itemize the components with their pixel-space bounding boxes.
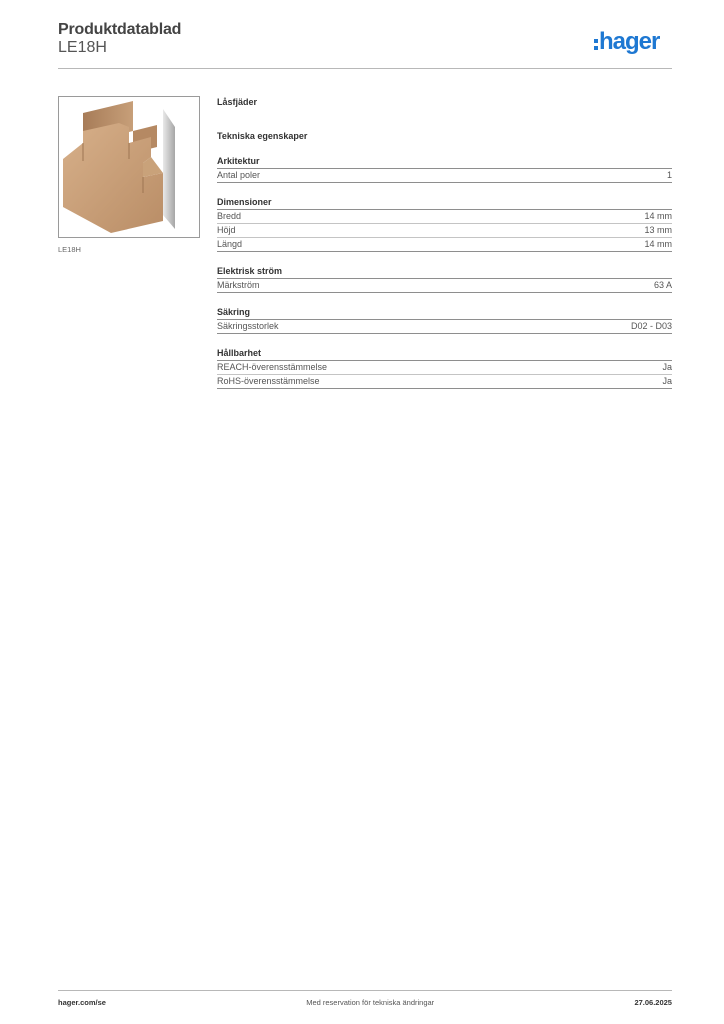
spec-value: 14 mm [644, 239, 672, 249]
spec-label: Säkringsstorlek [217, 321, 279, 331]
group-title: Arkitektur [217, 155, 672, 169]
spec-group-fuse [217, 306, 672, 334]
header-divider [58, 68, 672, 69]
group-title: Säkring [217, 306, 672, 320]
spec-label: Märkström [217, 280, 260, 290]
spec-label: Längd [217, 239, 243, 249]
spec-row [217, 375, 672, 389]
spec-group-sustainability [217, 347, 672, 389]
spec-group-electrical [217, 265, 672, 293]
footer-website-link[interactable]: hager.com/se [58, 998, 106, 1007]
logo-dots-icon [594, 39, 598, 50]
logo-text: hager [599, 28, 660, 55]
specification-section [217, 96, 672, 389]
group-title: Hållbarhet [217, 347, 672, 361]
spec-label: REACH-överensstämmelse [217, 362, 328, 372]
spec-row [217, 224, 672, 238]
spec-label: Antal poler [217, 170, 261, 180]
spec-group-dimensions [217, 196, 672, 252]
footer-date: 27.06.2025 [634, 998, 672, 1007]
spec-value: 63 A [653, 280, 672, 290]
spec-row [217, 279, 672, 293]
spec-label: Höjd [217, 225, 236, 235]
lock-spring-illustration [59, 97, 199, 237]
product-code: LE18H [58, 39, 107, 56]
page-title: Produktdatablad [58, 21, 182, 38]
section-title: Tekniska egenskaper [217, 131, 308, 141]
group-title: Dimensioner [217, 196, 672, 210]
spec-value: Ja [662, 362, 672, 372]
spec-value: 1 [666, 170, 672, 180]
group-title: Elektrisk ström [217, 265, 672, 279]
image-caption: LE18H [58, 245, 81, 254]
product-image [58, 96, 200, 238]
spec-row [217, 320, 672, 334]
spec-value: 14 mm [644, 211, 672, 221]
spec-row [217, 210, 672, 224]
footer-notice: Med reservation för tekniska ändringar [306, 998, 435, 1007]
spec-group-architecture [217, 155, 672, 183]
spec-value: 13 mm [644, 225, 672, 235]
product-type: Låsfjäder [217, 97, 258, 107]
spec-row [217, 361, 672, 375]
spec-label: Bredd [217, 211, 242, 221]
page-footer [58, 998, 672, 1007]
spec-row [217, 169, 672, 183]
spec-value: D02 - D03 [630, 321, 672, 331]
spec-row [217, 238, 672, 252]
spec-label: RoHS-överensstämmelse [217, 376, 320, 386]
spec-value: Ja [662, 376, 672, 386]
footer-divider [58, 990, 672, 991]
hager-logo [594, 27, 659, 57]
